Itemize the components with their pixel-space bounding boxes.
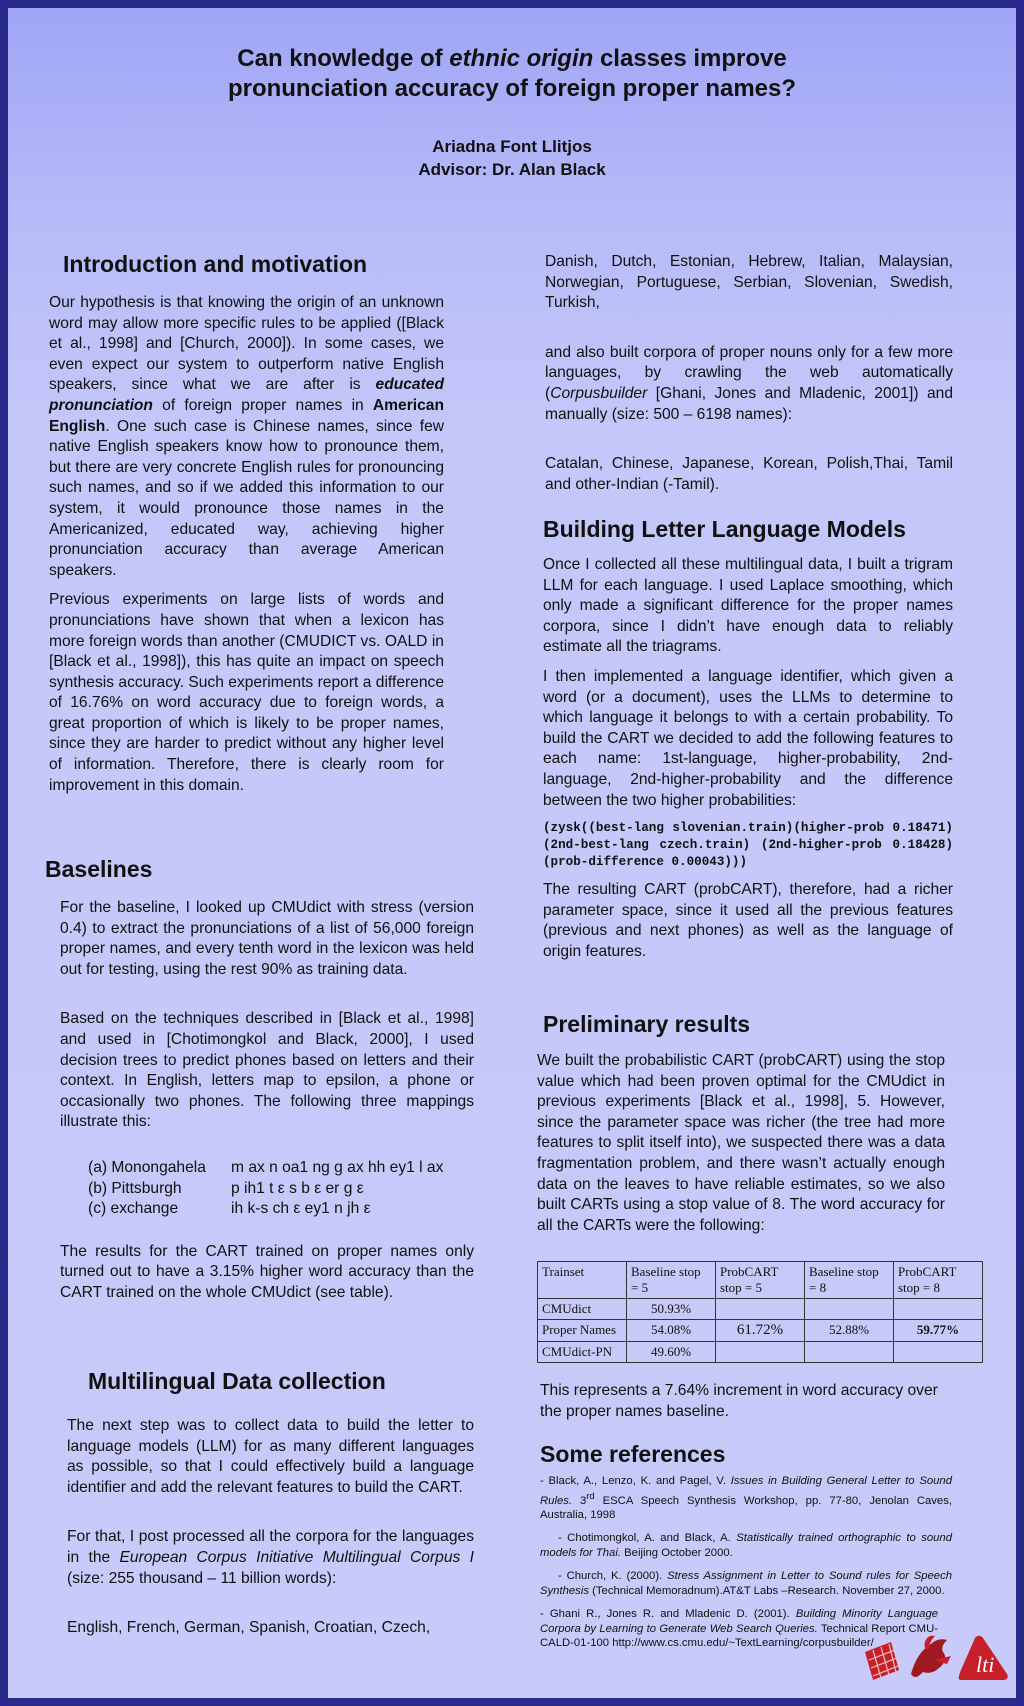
results-table [537,1261,983,1363]
intro-heading: Introduction and motivation [63,251,368,277]
table-cell [805,1299,894,1320]
table-header: Trainset [538,1262,627,1299]
languages-paragraph-3: Catalan, Chinese, Japanese, Korean, Polish,Thai, Tamil and other-Indian (-Tamil). [545,455,953,493]
table-header: ProbCART stop = 5 [716,1262,805,1299]
mapping-row: (b) Pittsburgh p ih1 t ε s b ε er g ε [88,1179,364,1197]
table-row [538,1320,983,1342]
table-header: Baseline stop = 5 [627,1262,716,1299]
reference-item: - Black, A., Lenzo, K. and Pagel, V. Issues in Building General Letter to Sound Rules. 3rd ESCA Speech Synthesis Workshop, pp. 77-80, Jenolan Caves, Australia, 1998 [540,1475,953,1521]
table-cell: 50.93% [627,1299,716,1320]
llm-paragraph-3: The resulting CART (probCART), therefore, had a richer parameter space, since it used all the previous features (previous and next phones) as well as the language of origin features. [543,881,953,960]
mapping-row: (c) exchange ih k-s ch ε ey1 n jh ε [88,1200,371,1218]
multilingual-paragraph-2: For that, I post processed all the corpora for the languages in the European Corpus Initiative Multilingual Corpus I (size: 255 thousand – 11 billion words): [67,1528,475,1587]
llm-paragraph-2: I then implemented a language identifier, which given a word (or a document), uses the LLMs to determine to which language it belongs to with a certain probability. To build the CART we decided to add the following features to each name: 1st-language, higher-probability, 2nd-language, 2nd-higher-probability and the difference between the two higher probabilities: [543,667,953,809]
intro-paragraph-1: Our hypothesis is that knowing the origin of an unknown word may allow more specific rules to be applied ([Black et al., 1998] and [Church, 2000]). In some cases, we even expect our system to outperform native English speakers, since what we are after is educated pronunciation of foreign proper names in American English. One such case is Chinese names, since few native English speakers know how to pronounce them, but there are very concrete English rules for pronouncing such names, and so if we added this information to our system, it would pronounce those names in the Americanized, educated way, achieving higher pronunciation accuracy than average American speakers. [49,294,444,579]
table-cell [805,1342,894,1363]
baselines-paragraph-3: The results for the CART trained on proper names only turned out to have a 3.15% higher word accuracy than the CART trained on the whole CMUdict (see table). [60,1242,474,1301]
baselines-paragraph-1: For the baseline, I looked up CMUdict with stress (version 0.4) to extract the pronunciations of a list of 56,000 foreign proper names, and every tenth word in the lexicon was held out for testing, using the rest 90% as training data. [60,899,474,978]
llm-paragraph-1: Once I collected all these multilingual data, I built a trigram LLM for each language. I used Laplace smoothing, which only made a significant difference for the proper names corpora, since I didn’t have enough data to reliably estimate all the triagrams. [543,556,953,656]
logos-group [863,1630,1011,1688]
table-header: Baseline stop = 8 [805,1262,894,1299]
baselines-paragraph-2: Based on the techniques described in [Black et al., 1998] and used in [Chotimongkol and Black, 2000], I used decision trees to predict phones based on letters and their context. In English, letters map to epsilon, a phone or occasionally two phones. The following three mappings illustrate this: [60,1010,474,1131]
multilingual-paragraph-3: English, French, German, Spanish, Croatian, Czech, [67,1619,431,1637]
grid-logo-icon [865,1642,899,1680]
table-cell: 49.60% [627,1342,716,1363]
llm-text [543,555,953,972]
table-cell: 52.88% [805,1320,894,1342]
feature-code-sample: (zysk((best-lang slovenian.train)(higher-prob 0.18471) (2nd-best-lang czech.train) (2nd-higher-prob 0.18428)(prob-difference 0.00043))) [543,821,953,870]
table-header-row [538,1262,983,1299]
reference-item: - Chotimongkol, A. and Black, A. Statistically trained orthographic to sound models for Thai. Beijing October 2000. [540,1532,952,1559]
baselines-text [60,898,474,1313]
mapping-list [60,1158,474,1220]
table-cell [716,1342,805,1363]
language-list-text [545,252,953,504]
results-heading: Preliminary results [543,1011,751,1037]
table-header: ProbCART stop = 8 [894,1262,983,1299]
llm-heading: Building Letter Language Models [543,516,906,542]
table-cell [716,1299,805,1320]
table-row [538,1342,983,1363]
reference-item: - Ghani R., Jones R. and Mladenic D. (2001). Building Minority Language Corpora by Learning to Generate Web Search Queries. Technical Report CMU-CALD-01-100 http://www.cs.cmu.edu/~TextLearning/corpusbuilder/ [540,1608,939,1650]
baselines-heading: Baselines [45,856,153,882]
lti-logo-icon [959,1636,1008,1680]
table-cell: CMUdict-PN [538,1342,627,1363]
results-conclusion [540,1381,952,1431]
table-row [538,1299,983,1320]
reference-item: - Church, K. (2000). Stress Assignment in Letter to Sound rules for Speech Synthesis (Technical Memoradnum).AT&T Labs –Research. November 27, 2000. [540,1570,953,1597]
author-name: Ariadna Font Llitjos [432,137,592,156]
table-cell: 54.08% [627,1320,716,1342]
poster-title: Can knowledge of ethnic origin classes improve pronunciation accuracy of foreign proper names? [227,45,797,102]
references-heading: Some references [540,1441,726,1467]
griffin-logo-icon [911,1636,951,1677]
poster [8,8,1016,1698]
multilingual-heading: Multilingual Data collection [88,1368,386,1394]
table-cell [894,1342,983,1363]
languages-paragraph-2: and also built corpora of proper nouns only for a few more languages, by crawling the web automatically (Corpusbuilder [Ghani, Jones and Mladenic, 2001]) and manually (size: 500 – 6198 names): [545,343,953,423]
table-cell: 59.77% [894,1320,983,1342]
results-paragraph-1: We built the probabilistic CART (probCART) using the stop value which had been proven optimal for the CMUdict in previous experiments [Black et al., 1998], 5. However, since the parameter space was richer (the tree had more features to split itself into), we suspected there was a data fragmentation problem, and there wasn’t actually enough data on the leaves to have reliable estimates, so we also built CARTs using a stop value of 8. The word accuracy for all the CARTs were the following: [537,1052,945,1234]
intro-text [49,293,444,805]
mapping-row: (a) Monongahela m ax n oa1 ng g ax hh ey1 l ax [88,1158,444,1176]
languages-paragraph-1: Danish, Dutch, Estonian, Hebrew, Italian, Malaysian, Norwegian, Portuguese, Serbian, Slovenian, Swedish, Turkish, [545,253,953,312]
intro-paragraph-2: Previous experiments on large lists of words and pronunciations have shown that when a lexicon has more foreign words than another (CMUDICT vs. OALD in [Black et al., 1998]), this has quite an impact on speech synthesis accuracy. Such experiments report a difference of 16.76% on word accuracy due to foreign words, a great proportion of which is likely to be proper names, since they are harder to predict without any higher level of information. Therefore, there is clearly room for improvement in this domain. [49,591,444,794]
lti-logo-text: lti [976,1652,995,1677]
results-paragraph-2: This represents a 7.64% increment in word accuracy over the proper names baseline. [540,1382,938,1420]
advisor-name: Advisor: Dr. Alan Black [418,160,606,179]
results-text [537,1051,945,1245]
multilingual-paragraph-1: The next step was to collect data to build the letter to language models (LLM) for as many different languages as possible, so that I could effectively build a language identifier and add the relevant features to build the CART. [67,1417,474,1496]
table-cell [894,1299,983,1320]
table-cell: Proper Names [538,1320,627,1342]
author-block [8,135,1016,181]
table-cell: 61.72% [716,1320,805,1342]
table-cell: CMUdict [538,1299,627,1320]
multilingual-text [67,1416,474,1648]
